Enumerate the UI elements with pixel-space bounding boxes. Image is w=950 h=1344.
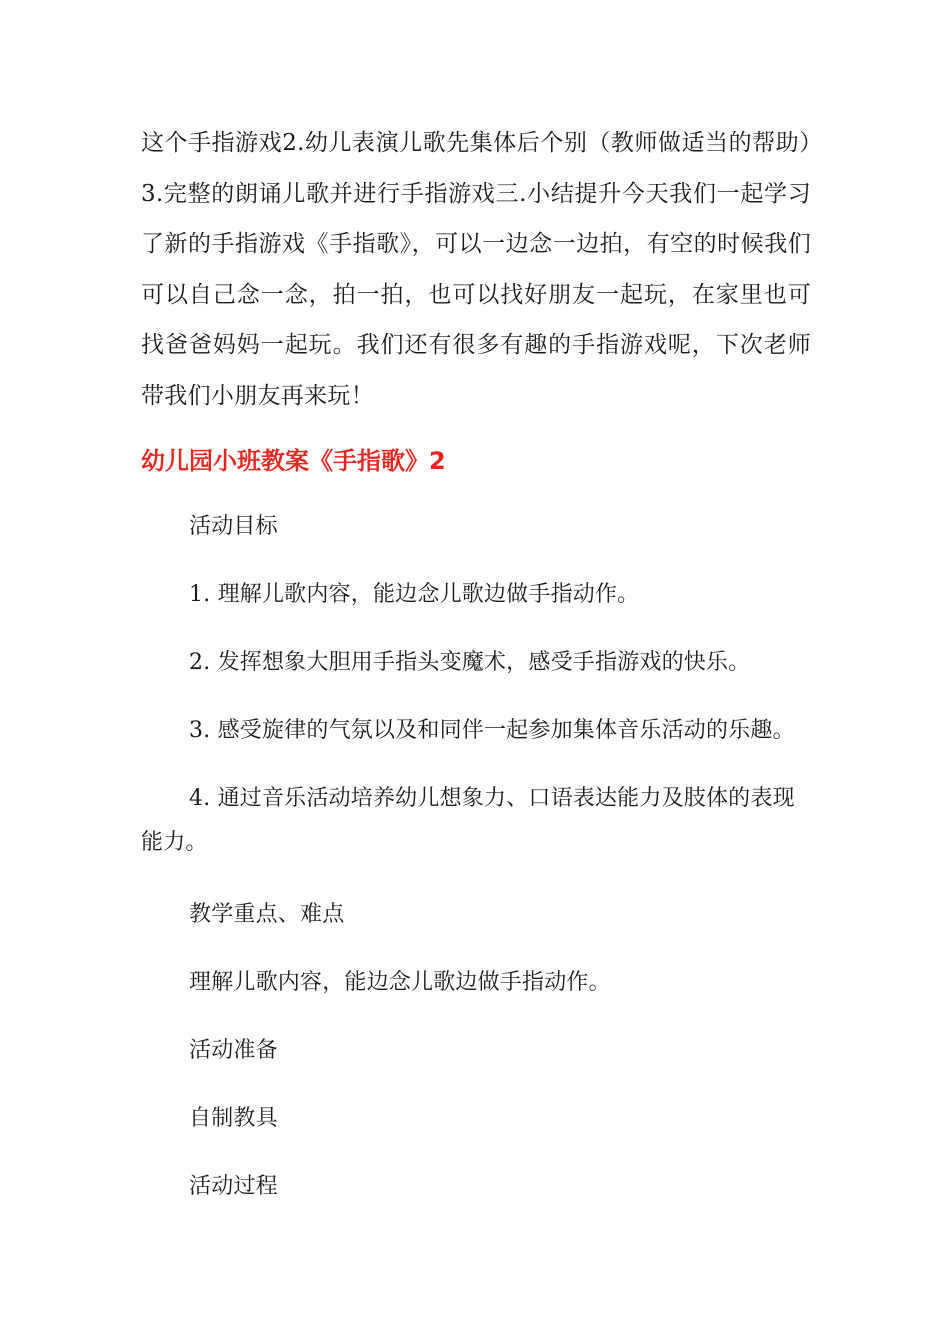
paragraph-preparation-title: 活动准备 [189,1038,278,1063]
paragraph-activity-goals: 活动目标 [189,514,278,539]
paragraph-goal-3: 3. 感受旋律的气氛以及和同伴一起参加集体音乐活动的乐趣。 [189,718,795,743]
paragraph-goal-2: 2. 发挥想象大胆用手指头变魔术，感受手指游戏的快乐。 [189,650,751,675]
intro-paragraph: 这个手指游戏2.幼儿表演儿歌先集体后个别（教师做适当的帮助）3.完整的朗诵儿歌并进行手指游戏三.小结提升今天我们一起学习了新的手指游戏《手指歌》，可以一边念一边拍，有空的时候我们可以自己念一念，拍一拍，也可以找好朋友一起玩，在家里也可找爸爸妈妈一起玩。我们还有很多有趣的手指游戏呢，下次老师带我们小朋友再来玩！ [141,130,811,409]
paragraph-key-points-title: 教学重点、难点 [189,902,345,927]
paragraph-goal-1: 1. 理解儿歌内容，能边念儿歌边做手指动作。 [189,582,640,607]
section-heading: 幼儿园小班教案《手指歌》2 [141,447,446,475]
paragraph-preparation: 自制教具 [189,1106,278,1131]
paragraph-goal-4: 4. 通过音乐活动培养幼儿想象力、口语表达能力及肢体的表现能力。 [141,786,795,855]
paragraph-process-title: 活动过程 [189,1174,278,1199]
paragraph-key-points: 理解儿歌内容，能边念儿歌边做手指动作。 [189,970,611,995]
